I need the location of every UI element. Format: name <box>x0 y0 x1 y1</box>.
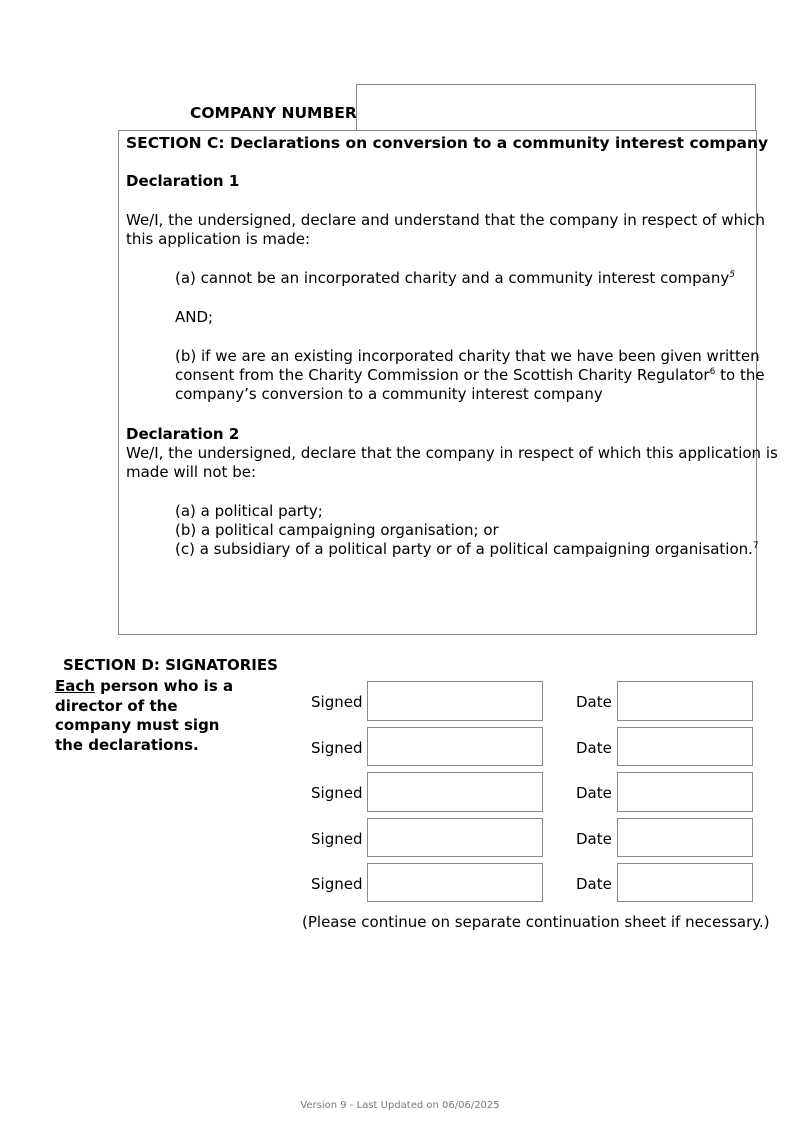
date-field[interactable] <box>617 727 753 766</box>
date-field[interactable] <box>617 818 753 857</box>
instruction-line4: the declarations. <box>55 735 199 754</box>
footnote-6: 6 <box>709 367 716 377</box>
instruction-line2: director of the <box>55 696 178 715</box>
date-label: Date <box>576 739 612 757</box>
signed-label: Signed <box>311 784 363 802</box>
declaration-1-heading: Declaration 1 <box>126 172 240 190</box>
declaration-2-heading: Declaration 2 <box>126 425 240 443</box>
section-d-instruction <box>55 677 275 755</box>
date-label: Date <box>576 830 612 848</box>
signed-label: Signed <box>311 739 363 757</box>
declaration-2-intro-line2: made will not be: <box>126 463 256 481</box>
instruction-line3: company must sign <box>55 716 220 734</box>
declaration-1-item-b-line2-tail: to the <box>715 366 765 384</box>
section-c-title: SECTION C: Declarations on conversion to a community interest company <box>126 134 769 152</box>
declaration-2-item-b: (b) a political campaigning organisation; or <box>175 521 499 539</box>
date-label: Date <box>576 875 612 893</box>
date-field[interactable] <box>617 681 753 721</box>
version-footer: Version 9 - Last Updated on 06/06/2025 <box>300 1100 500 1111</box>
declaration-1-item-b-line1: (b) if we are an existing incorporated charity that we have been given written <box>175 347 760 365</box>
section-d-title: SECTION D: SIGNATORIES <box>63 656 278 674</box>
instruction-line1: person who is a <box>94 677 234 695</box>
signed-field[interactable] <box>367 863 543 902</box>
signed-field[interactable] <box>367 818 543 857</box>
signed-label: Signed <box>311 830 363 848</box>
declaration-1-item-a-text: (a) cannot be an incorporated charity and a community interest company <box>175 269 730 287</box>
date-label: Date <box>576 693 612 711</box>
declaration-1-and: AND; <box>175 308 214 326</box>
signed-label: Signed <box>311 875 363 893</box>
signed-field[interactable] <box>367 681 543 721</box>
declaration-1-item-b-line3: company’s conversion to a community interest company <box>175 385 603 403</box>
signed-field[interactable] <box>367 727 543 766</box>
declaration-1-item-b-line2-text: consent from the Charity Commission or the Scottish Charity Regulator <box>175 366 710 384</box>
footnote-7: 7 <box>752 541 759 551</box>
declaration-1-item-b-line2 <box>175 366 765 385</box>
declaration-2-item-c <box>175 540 759 559</box>
date-field[interactable] <box>617 772 753 812</box>
footnote-5: 5 <box>729 270 735 280</box>
declaration-1-item-a <box>175 269 735 288</box>
declaration-2-item-a: (a) a political party; <box>175 502 323 520</box>
date-field[interactable] <box>617 863 753 902</box>
section-c-declarations <box>118 130 778 635</box>
declaration-2-item-c-text: (c) a subsidiary of a political party or of a political campaigning organisation. <box>175 540 753 558</box>
signed-label: Signed <box>311 693 363 711</box>
date-label: Date <box>576 784 612 802</box>
signed-field[interactable] <box>367 772 543 812</box>
declaration-1-intro-line1: We/I, the undersigned, declare and understand that the company in respect of which <box>126 211 766 229</box>
declaration-1-intro-line2: this application is made: <box>126 230 311 248</box>
continuation-note: (Please continue on separate continuation sheet if necessary.) <box>302 913 770 931</box>
company-number-label: COMPANY NUMBER <box>190 104 357 122</box>
declaration-2-intro-line1: We/I, the undersigned, declare that the company in respect of which this application is <box>126 444 778 462</box>
instruction-each: Each <box>55 677 95 695</box>
company-number-field[interactable] <box>356 84 756 130</box>
